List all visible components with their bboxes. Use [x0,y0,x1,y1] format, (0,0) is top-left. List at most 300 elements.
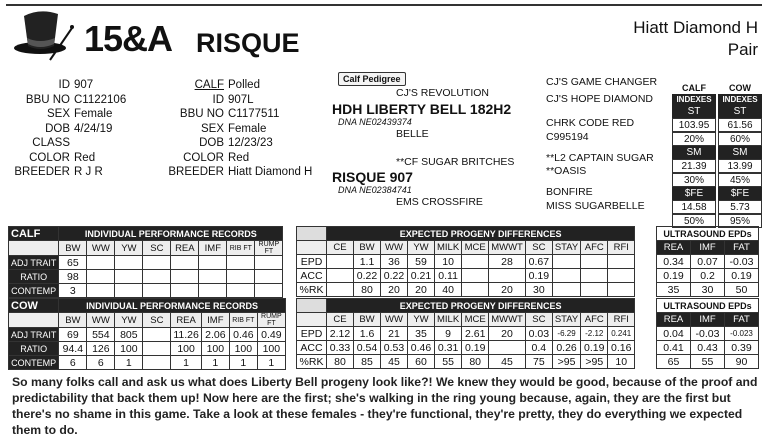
table-cell: -0.023 [725,327,759,341]
table-row [657,341,759,355]
pedigree-sdd: C995194 [546,131,589,143]
dam-color: Red [74,151,96,164]
table-cell: >95 [581,355,608,369]
corner-cell [297,299,327,313]
table-cell: 0.46 [229,328,257,342]
table-cell: 35 [408,327,435,341]
table-cell [608,283,635,297]
table-cell [608,255,635,269]
table-row [9,270,283,284]
table-row [9,256,283,270]
column-header: SC [143,313,171,328]
table-cell: 3 [59,284,87,298]
column-header: YW [115,241,143,256]
table-cell: 1.1 [354,255,381,269]
table-cell: 1 [229,356,257,370]
column-header: CE [327,313,354,327]
table-cell: 0.2 [691,269,725,283]
table-cell [255,284,283,298]
index-fe-label: $FE [672,187,716,200]
index-st-label: ST [672,105,716,118]
lot-type: Pair [727,40,758,59]
table-cell: 55 [691,355,725,369]
corner-cell [9,313,59,328]
column-header: MWWT [489,313,526,327]
calf-index-header: CALF [682,83,706,93]
table-cell: 0.16 [608,341,635,355]
table-cell: 80 [327,355,354,369]
dam-color-label: COLOR [29,151,70,164]
table-cell [462,283,489,297]
column-header: YW [408,241,435,255]
table-cell: 36 [381,255,408,269]
table-cell: 0.22 [381,269,408,283]
table-cell: 20 [381,283,408,297]
table-cell: 9 [435,327,462,341]
table-cell [115,270,143,284]
table-cell: 0.22 [354,269,381,283]
table-cell: 6 [87,356,115,370]
table-cell: 2.61 [462,327,489,341]
row-label: ACC [297,269,327,283]
dam-class-label: CLASS [32,137,70,149]
row-label: EPD [297,255,327,269]
cow-epd-table [296,298,635,369]
column-header: RIB FT [227,241,255,256]
table-cell: -0.03 [725,255,759,269]
pedigree-sire-dam: BELLE [396,128,429,140]
lot-number: 15&A [84,18,173,59]
column-header: BW [354,313,381,327]
corner-cell [297,227,327,241]
table-cell: 35 [657,283,691,297]
table-cell: 554 [87,328,115,342]
table-cell [87,270,115,284]
table-cell [115,256,143,270]
dam-dob: 4/24/19 [74,122,113,135]
table-cell: 69 [59,328,87,342]
table-cell: 59 [408,255,435,269]
dam-id: 907 [74,79,94,91]
table-cell: 40 [435,283,462,297]
table-cell: -0.03 [691,327,725,341]
column-header: SC [525,313,552,327]
column-header: MCE [462,313,489,327]
pedigree-sss: CJ'S GAME CHANGER [546,76,658,88]
calf-breeder-label: BREEDER [168,166,224,178]
table-cell: 0.49 [257,328,285,342]
cow-index-header: COW [729,83,751,93]
row-label: CONTEMP [9,356,59,370]
table-cell: 45 [489,355,526,369]
table-cell: 0.34 [657,255,691,269]
table-row [297,327,635,341]
column-header: WW [381,313,408,327]
column-header: BW [59,241,87,256]
table-tag: CALF [9,227,59,241]
column-header: REA [171,313,202,328]
table-cell: 85 [354,355,381,369]
table-row [657,355,759,369]
pedigree-dsd: **OASIS [546,165,587,177]
calf-color: Red [228,151,250,164]
table-cell: 1 [115,356,143,370]
index-st-label: ST [718,105,762,118]
table-cell: 2.12 [327,327,354,341]
column-header: IMF [199,241,227,256]
table-cell: 20 [408,283,435,297]
index-sm-label: SM [672,146,716,159]
table-cell [87,284,115,298]
table-cell: 45 [381,355,408,369]
table-cell [327,269,354,283]
table-cell: 100 [115,342,143,356]
cow-st-value: 61.56 [718,118,762,132]
table-cell: 126 [87,342,115,356]
dam-sex-label: SEX [46,108,70,120]
table-cell: 100 [229,342,257,356]
column-header: WW [381,241,408,255]
row-label: RATIO [9,270,59,284]
column-header: MCE [462,241,489,255]
cow-ultrasound-table [656,298,759,369]
table-cell [552,283,580,297]
table-cell: 0.46 [408,341,435,355]
table-cell: 0.39 [725,341,759,355]
table-cell: 0.31 [435,341,462,355]
table-title: INDIVIDUAL PERFORMANCE RECORDS [59,227,283,241]
calf-st-rank: 20% [672,132,716,146]
table-cell: 1 [201,356,229,370]
table-cell: 0.241 [608,327,635,341]
column-header: MILK [435,313,462,327]
pedigree-dam-dna: DNA NE02384741 [338,185,412,195]
column-header: STAY [552,313,580,327]
calf-bbu: C1177511 [228,108,280,120]
column-header: YW [408,313,435,327]
column-header: RUMP FT [257,313,285,328]
cow-st-rank: 60% [718,132,762,146]
table-row [9,342,286,356]
calf-sm-value: 21.39 [672,159,716,173]
table-title: ULTRASOUND EPDs [657,227,759,241]
table-cell: 30 [525,283,552,297]
table-cell: -2.12 [581,327,608,341]
table-cell [552,255,580,269]
table-cell: 0.4 [525,341,552,355]
table-cell: 20 [489,327,526,341]
table-cell: 0.67 [525,255,552,269]
table-title: EXPECTED PROGENY DIFFERENCES [327,227,635,241]
table-cell: 0.19 [462,341,489,355]
table-cell [143,342,171,356]
calf-index-column [672,82,716,228]
row-label: %RK [297,355,327,369]
calf-sex-label: SEX [200,122,224,135]
column-header: SC [143,241,171,256]
table-cell: 805 [115,328,143,342]
cow-sm-value: 13.99 [718,159,762,173]
table-cell [143,356,171,370]
row-label: RATIO [9,342,59,356]
row-label: CONTEMP [9,284,59,298]
table-cell: 55 [435,355,462,369]
calf-sm-rank: 30% [672,173,716,187]
column-header: AFC [581,313,608,327]
table-cell [255,256,283,270]
table-cell: 0.19 [581,341,608,355]
column-header: REA [657,241,691,255]
column-header: RUMP FT [255,241,283,256]
pedigree-ssd: CJ'S HOPE DIAMOND [546,93,654,105]
table-cell [489,341,526,355]
cow-performance-table [8,298,286,370]
table-row [297,255,635,269]
table-cell [489,269,526,283]
calf-dob: 12/23/23 [228,137,273,149]
calf-bbu-label: BBU NO [179,108,224,120]
table-cell: 10 [435,255,462,269]
table-row [297,283,635,297]
table-cell: 21 [381,327,408,341]
calf-fe-value: 14.58 [672,200,716,214]
dam-dob-label: DOB [45,122,70,135]
index-fe-label: $FE [718,187,762,200]
indexes-label: INDEXES [672,94,716,105]
calf-label: CALF [194,79,224,91]
calf-color-label: COLOR [183,151,224,164]
row-label: ADJ TRAIT [9,256,59,270]
table-cell [327,283,354,297]
table-cell: 1.6 [354,327,381,341]
pedigree-dss: **L2 CAPTAIN SUGAR [546,152,654,164]
pedigree-dds: BONFIRE [546,186,593,198]
table-cell: 0.19 [525,269,552,283]
cow-sm-rank: 45% [718,173,762,187]
dam-id-label: ID [58,79,70,91]
lot-description: So many folks call and ask us what does Liberty Bell progeny look like?! We knew they would be good, because of the proof and predictability that back them up! Now here are the first; she's walking in the ring young because, again, they are the first but there's no shame in this game. Take a look at these females - they're functional, they're pretty, they do everything we expected them to do. [12,375,758,437]
table-cell [115,284,143,298]
column-header: IMF [691,313,725,327]
row-label: ACC [297,341,327,355]
table-cell: 0.33 [327,341,354,355]
table-cell [581,283,608,297]
index-sm-label: SM [718,146,762,159]
column-header: AFC [581,241,608,255]
table-cell [87,256,115,270]
column-header: IMF [201,313,229,328]
pedigree-sire-dna: DNA NE02439374 [338,117,412,127]
column-header: MWWT [489,241,526,255]
indexes-label: INDEXES [718,94,762,105]
table-row [657,327,759,341]
table-tag: COW [9,299,59,313]
table-row [657,269,759,283]
pedigree-sire-sire: CJ'S REVOLUTION [396,87,490,99]
table-row [9,328,286,342]
table-cell: 6 [59,356,87,370]
column-header: FAT [725,241,759,255]
column-header: FAT [725,313,759,327]
table-cell [171,256,199,270]
table-cell: 65 [59,256,87,270]
column-header: REA [171,241,199,256]
pedigree-dam: RISQUE 907 [332,169,413,185]
dam-bbu-label: BBU NO [25,93,70,106]
table-row [297,269,635,283]
dam-info [8,78,168,180]
column-header: YW [115,313,143,328]
table-cell [462,269,489,283]
table-cell [143,270,171,284]
table-cell [227,256,255,270]
column-header: SC [525,241,552,255]
pedigree-sds: CHRK CODE RED [546,117,635,129]
table-cell: 0.03 [525,327,552,341]
dam-breeder-label: BREEDER [14,166,70,178]
pedigree-dam-dam: EMS CROSSFIRE [396,196,483,208]
table-cell [171,284,199,298]
pedigree-ddd: MISS SUGARBELLE [546,200,645,212]
table-row [657,255,759,269]
table-cell: 90 [725,355,759,369]
table-row [657,283,759,297]
column-header: STAY [552,241,580,255]
calf-breeder: Hiatt Diamond H [228,166,313,178]
calf-id: 907L [228,93,254,106]
table-cell: 0.07 [691,255,725,269]
calf-fe-rank: 50% [672,214,716,228]
table-cell: 65 [657,355,691,369]
calf-sex: Female [228,122,267,135]
table-cell: 0.53 [381,341,408,355]
corner-cell [297,313,327,327]
table-cell: 10 [608,355,635,369]
table-cell: 50 [725,283,759,297]
table-cell: 1 [257,356,285,370]
table-cell: 0.19 [657,269,691,283]
calf-st-value: 103.95 [672,118,716,132]
calf-dob-label: DOB [199,137,224,149]
table-cell [143,328,171,342]
dam-bbu: C1122106 [74,93,127,106]
column-header: RFI [608,313,635,327]
cow-index-column [718,82,762,228]
table-cell: 20 [489,283,526,297]
table-row [297,341,635,355]
table-cell: 100 [201,342,229,356]
table-cell: 80 [354,283,381,297]
table-cell: 100 [171,342,202,356]
column-header: RIB FT [229,313,257,328]
table-cell: 30 [691,283,725,297]
table-title: EXPECTED PROGENY DIFFERENCES [327,299,635,313]
table-cell: 75 [525,355,552,369]
corner-cell [9,241,59,256]
table-cell [227,284,255,298]
row-label: ADJ TRAIT [9,328,59,342]
column-header: BW [59,313,87,328]
table-cell: 11.26 [171,328,202,342]
table-cell [227,270,255,284]
table-cell: 1 [171,356,202,370]
table-cell: 94.4 [59,342,87,356]
table-cell: 0.21 [408,269,435,283]
calf-polled: Polled [228,79,260,91]
table-cell: 0.26 [552,341,580,355]
column-header: IMF [691,241,725,255]
table-cell [171,270,199,284]
consignor-name: Hiatt Diamond H [633,18,758,37]
table-cell: -6.29 [552,327,580,341]
table-cell [581,255,608,269]
table-row [297,355,635,369]
table-cell: 0.54 [354,341,381,355]
column-header: RFI [608,241,635,255]
calf-epd-table [296,226,635,297]
table-cell: 60 [408,355,435,369]
row-label: EPD [297,327,327,341]
calf-performance-table [8,226,283,298]
table-cell: 80 [462,355,489,369]
table-cell [462,255,489,269]
table-cell [608,269,635,283]
column-header: CE [327,241,354,255]
column-header: WW [87,241,115,256]
table-cell: 2.06 [201,328,229,342]
table-cell: >95 [552,355,580,369]
table-cell [199,256,227,270]
table-cell: 0.11 [435,269,462,283]
dam-breeder: R J R [74,166,103,178]
calf-info [166,78,336,180]
table-cell: 0.19 [725,269,759,283]
column-header: MILK [435,241,462,255]
table-title: INDIVIDUAL PERFORMANCE RECORDS [59,299,286,313]
dam-sex: Female [74,108,113,120]
calf-id-label: ID [212,93,224,106]
table-cell: 0.04 [657,327,691,341]
cow-fe-value: 5.73 [718,200,762,214]
table-row [9,284,283,298]
table-row [9,356,286,370]
table-cell: 0.43 [691,341,725,355]
lot-name: RISQUE [196,28,300,58]
table-cell: 0.41 [657,341,691,355]
top-hat-logo [10,2,76,64]
cow-fe-rank: 95% [718,214,762,228]
row-label: %RK [297,283,327,297]
calf-ultrasound-table [656,226,759,297]
pedigree-dam-sire: **CF SUGAR BRITCHES [396,156,515,168]
column-header: BW [354,241,381,255]
table-cell: 98 [59,270,87,284]
table-cell [143,256,171,270]
column-header: REA [657,313,691,327]
table-title: ULTRASOUND EPDs [657,299,759,313]
table-cell [199,270,227,284]
corner-cell [297,241,327,255]
table-cell: 100 [257,342,285,356]
table-cell [327,255,354,269]
table-cell [552,269,580,283]
calf-pedigree-button[interactable]: Calf Pedigree [338,72,406,86]
column-header: WW [87,313,115,328]
table-cell [143,284,171,298]
table-cell [255,270,283,284]
table-cell [581,269,608,283]
table-cell [199,284,227,298]
